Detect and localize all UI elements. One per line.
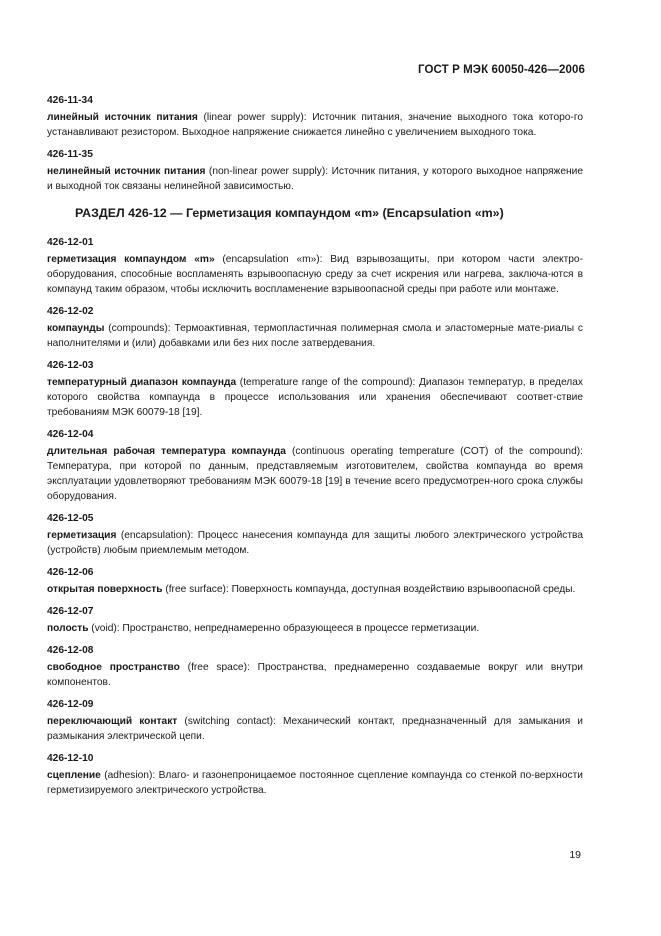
term-entry bbox=[47, 427, 583, 504]
entry-definition: (encapsulation): Процесс нанесения компаунда для защиты любого электрического устройства (устройств) любым приемлемым методом. bbox=[47, 530, 583, 556]
entry-text bbox=[47, 321, 583, 351]
term-entry bbox=[47, 565, 583, 597]
entry-term: нелинейный источник питания bbox=[47, 166, 206, 177]
entry-text bbox=[47, 375, 583, 420]
entry-definition: (temperature range of the compound): Диапазон температур, в пределах которого свойства компаунда в процессе использования или хранения обеспечивают соответ-ствие требованиям МЭК 60079-18 [19]. bbox=[47, 377, 583, 418]
term-entry bbox=[47, 511, 583, 558]
document-body bbox=[47, 93, 583, 805]
entry-definition: (continuous operating temperature (COT) of the compound): Температура, при которой по данным, представляемым изготовителем, свойства компаунда во время эксплуатации удовлетворяют требованиям МЭК 60079-18 [19] в течение всего предусмотрен-ного срока службы оборудования. bbox=[47, 446, 583, 502]
entry-definition: (void): Пространство, непреднамеренно образующееся в процессе герметизации. bbox=[88, 623, 480, 634]
document-header: ГОСТ Р МЭК 60050-426—2006 bbox=[418, 64, 585, 76]
entry-term: герметизация компаундом «m» bbox=[47, 254, 215, 265]
entry-number: 426-12-09 bbox=[47, 699, 94, 710]
term-entry bbox=[47, 235, 583, 297]
entry-number: 426-11-34 bbox=[47, 95, 93, 106]
entry-term: компаунды bbox=[47, 323, 105, 334]
entry-number: 426-12-04 bbox=[47, 429, 94, 440]
entry-definition: (compounds): Термоактивная, термопластичная полимерная смола и эластомерные мате-риалы с наполнителями и (или) добавками или без них после затвердевания. bbox=[47, 323, 583, 349]
entry-number: 426-12-06 bbox=[47, 567, 94, 578]
entry-text bbox=[47, 444, 583, 504]
entry-term: свободное пространство bbox=[47, 662, 180, 673]
entry-text bbox=[47, 621, 583, 636]
entry-text bbox=[47, 768, 583, 798]
entry-number: 426-12-05 bbox=[47, 513, 94, 524]
entry-term: длительная рабочая температура компаунда bbox=[47, 446, 286, 457]
entry-number: 426-12-08 bbox=[47, 645, 94, 656]
entry-number: 426-12-07 bbox=[47, 606, 94, 617]
entry-number: 426-12-01 bbox=[47, 237, 94, 248]
entry-definition: (adhesion): Влаго- и газонепроницаемое постоянное сцепление компаунда со стенкой по-верхности герметизируемого электрического устройства. bbox=[47, 770, 583, 796]
term-entry bbox=[47, 751, 583, 798]
entry-definition: (linear power supply): Источник питания, значение выходного тока которо-го устанавливают резистором. Выходное напряжение снижается линейно с увеличением выходного тока. bbox=[47, 112, 583, 138]
term-entry bbox=[47, 643, 583, 690]
entry-term: герметизация bbox=[47, 530, 117, 541]
entry-number: 426-12-02 bbox=[47, 306, 94, 317]
term-entry bbox=[47, 304, 583, 351]
entry-text bbox=[47, 660, 583, 690]
entry-definition: (encapsulation «m»): Вид взрывозащиты, при котором части электро-оборудования, способные воспламенять взрывоопасную среду за счет искрения или нагрева, заключа-ются в компаунд таким образом, чтобы исключить воспламенение взрывоопасной среды при работе или монтаже. bbox=[47, 254, 583, 295]
entry-definition: (non-linear power supply): Источник питания, у которого выходное напряжение и выходной ток связаны нелинейной зависимостью. bbox=[47, 166, 583, 192]
term-entry bbox=[47, 697, 583, 744]
entry-text bbox=[47, 164, 583, 194]
entry-definition: (free space): Пространства, преднамеренно создаваемые вокруг или внутри компонентов. bbox=[47, 662, 583, 688]
entry-term: сцепление bbox=[47, 770, 101, 781]
term-entry bbox=[47, 93, 583, 140]
page-number: 19 bbox=[569, 849, 581, 861]
entry-number: 426-11-35 bbox=[47, 149, 93, 160]
entries-list bbox=[47, 235, 583, 798]
entry-term: линейный источник питания bbox=[47, 112, 198, 123]
entry-term: открытая поверхность bbox=[47, 584, 163, 595]
term-entry bbox=[47, 147, 583, 194]
entries-top bbox=[47, 93, 583, 194]
entry-term: полость bbox=[47, 623, 89, 634]
entry-text bbox=[47, 110, 583, 140]
entry-text bbox=[47, 528, 583, 558]
entry-number: 426-12-10 bbox=[47, 753, 94, 764]
term-entry bbox=[47, 604, 583, 636]
term-entry bbox=[47, 358, 583, 420]
entry-text bbox=[47, 714, 583, 744]
entry-definition: (switching contact): Механический контакт, предназначенный для замыкания и размыкания электрической цепи. bbox=[47, 716, 584, 742]
entry-text bbox=[47, 582, 583, 597]
entry-term: переключающий контакт bbox=[47, 716, 178, 727]
section-title: РАЗДЕЛ 426-12 — Герметизация компаундом «m» (Encapsulation «m») bbox=[75, 206, 504, 220]
entry-term: температурный диапазон компаунда bbox=[47, 377, 237, 388]
entry-number: 426-12-03 bbox=[47, 360, 94, 371]
entry-text bbox=[47, 252, 583, 297]
entry-definition: (free surface): Поверхность компаунда, доступная воздействию взрывоопасной среды. bbox=[162, 584, 576, 595]
